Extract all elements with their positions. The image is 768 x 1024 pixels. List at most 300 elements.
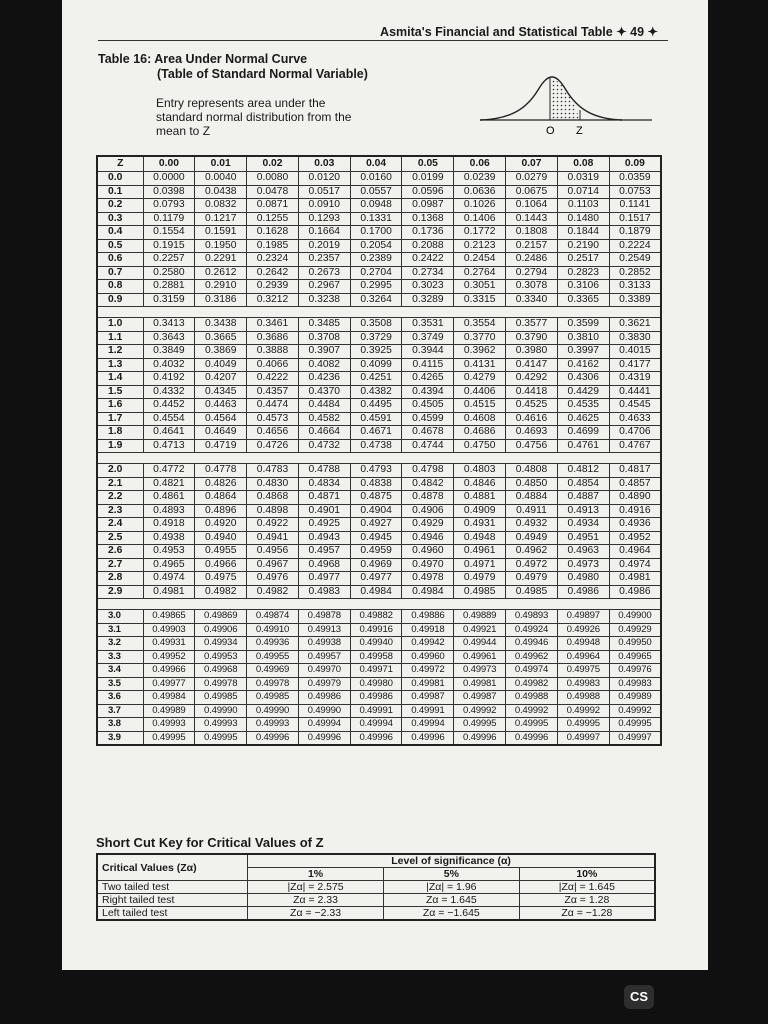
area-value: 0.2910 [195, 280, 247, 294]
area-value: 0.49993 [247, 718, 299, 732]
area-value: 0.2190 [557, 239, 609, 253]
area-value: 0.49958 [350, 650, 402, 664]
area-value: 0.4633 [609, 412, 661, 426]
area-value: 0.49989 [143, 704, 195, 718]
area-value: 0.4979 [506, 572, 558, 586]
test-label: Right tailed test [97, 894, 248, 907]
area-value: 0.4515 [454, 399, 506, 413]
area-value: 0.2704 [350, 266, 402, 280]
table-row [97, 491, 661, 505]
area-value: 0.4131 [454, 358, 506, 372]
area-value: 0.0948 [350, 199, 402, 213]
area-value: 0.3849 [143, 345, 195, 359]
area-value: 0.4812 [557, 464, 609, 478]
area-value: 0.4982 [247, 585, 299, 599]
area-value: 0.4357 [247, 385, 299, 399]
shortcut-row [97, 894, 655, 907]
area-value: 0.49996 [298, 731, 350, 745]
area-value: 0.49968 [195, 664, 247, 678]
area-value: 0.3830 [609, 331, 661, 345]
area-value: 0.4821 [143, 477, 195, 491]
area-value: 0.49944 [454, 637, 506, 651]
area-value: 0.49985 [195, 691, 247, 705]
block-spacer [97, 307, 661, 318]
area-value: 0.4976 [247, 572, 299, 586]
area-value: 0.49938 [298, 637, 350, 651]
area-value: 0.49996 [247, 731, 299, 745]
area-value: 0.3365 [557, 293, 609, 307]
area-value: 0.4834 [298, 477, 350, 491]
area-value: 0.3962 [454, 345, 506, 359]
area-value: 0.1915 [143, 239, 195, 253]
area-value: 0.4406 [454, 385, 506, 399]
area-value: 0.0319 [557, 172, 609, 186]
area-value: 0.49931 [143, 637, 195, 651]
area-value: 0.49921 [454, 623, 506, 637]
area-value: 0.1808 [506, 226, 558, 240]
z-column-header: Z [97, 156, 143, 172]
z-value: 0.3 [97, 212, 143, 226]
area-value: 0.4678 [402, 426, 454, 440]
area-value: 0.0239 [454, 172, 506, 186]
area-value: 0.4441 [609, 385, 661, 399]
area-value: 0.49996 [402, 731, 454, 745]
shortcut-header-row [97, 854, 655, 868]
area-value: 0.4970 [402, 558, 454, 572]
critical-value: Zα = −1.28 [519, 907, 655, 921]
area-value: 0.2422 [402, 253, 454, 267]
area-value: 0.4983 [298, 585, 350, 599]
area-value: 0.4893 [143, 504, 195, 518]
area-value: 0.49995 [506, 718, 558, 732]
area-value: 0.4955 [195, 545, 247, 559]
area-value: 0.4693 [506, 426, 558, 440]
area-value: 0.49946 [506, 637, 558, 651]
area-value: 0.1664 [298, 226, 350, 240]
area-value: 0.4971 [454, 558, 506, 572]
area-value: 0.4826 [195, 477, 247, 491]
area-value: 0.4382 [350, 385, 402, 399]
area-value: 0.4934 [557, 518, 609, 532]
area-value: 0.4965 [143, 558, 195, 572]
area-value: 0.1293 [298, 212, 350, 226]
area-value: 0.49865 [143, 610, 195, 624]
area-value: 0.3485 [298, 318, 350, 332]
area-value: 0.3907 [298, 345, 350, 359]
area-value: 0.49987 [454, 691, 506, 705]
area-value: 0.49994 [350, 718, 402, 732]
table-row [97, 477, 661, 491]
critical-value: |Zα| = 2.575 [248, 881, 384, 894]
area-value: 0.0753 [609, 185, 661, 199]
area-value: 0.3686 [247, 331, 299, 345]
area-value: 0.49926 [557, 623, 609, 637]
area-value: 0.49972 [402, 664, 454, 678]
table-row [97, 664, 661, 678]
area-value: 0.49960 [402, 650, 454, 664]
critical-value: Zα = 1.28 [519, 894, 655, 907]
area-value: 0.3869 [195, 345, 247, 359]
z-value: 0.1 [97, 185, 143, 199]
area-value: 0.0080 [247, 172, 299, 186]
z-value: 0.4 [97, 226, 143, 240]
table-row [97, 185, 661, 199]
area-value: 0.2612 [195, 266, 247, 280]
area-value: 0.4192 [143, 372, 195, 386]
area-value: 0.49985 [247, 691, 299, 705]
area-value: 0.49994 [402, 718, 454, 732]
area-value: 0.4938 [143, 531, 195, 545]
camscanner-badge[interactable]: CS [624, 985, 654, 1009]
table-row [97, 718, 661, 732]
area-value: 0.4985 [454, 585, 506, 599]
table-row [97, 439, 661, 453]
area-value: 0.0040 [195, 172, 247, 186]
area-value: 0.4974 [143, 572, 195, 586]
area-value: 0.0517 [298, 185, 350, 199]
area-value: 0.3413 [143, 318, 195, 332]
z-value: 0.7 [97, 266, 143, 280]
area-value: 0.2357 [298, 253, 350, 267]
area-value: 0.4969 [350, 558, 402, 572]
area-value: 0.4861 [143, 491, 195, 505]
area-value: 0.2486 [506, 253, 558, 267]
area-value: 0.2257 [143, 253, 195, 267]
area-value: 0.4649 [195, 426, 247, 440]
area-value: 0.1179 [143, 212, 195, 226]
critical-value: |Zα| = 1.96 [383, 881, 519, 894]
z-value: 3.0 [97, 610, 143, 624]
area-value: 0.2157 [506, 239, 558, 253]
area-value: 0.0793 [143, 199, 195, 213]
shortcut-table-container [96, 853, 656, 921]
area-value: 0.0557 [350, 185, 402, 199]
z-label: Z [576, 125, 583, 137]
area-value: 0.3106 [557, 280, 609, 294]
z-value: 0.2 [97, 199, 143, 213]
area-value: 0.4641 [143, 426, 195, 440]
area-value: 0.0714 [557, 185, 609, 199]
area-value: 0.4207 [195, 372, 247, 386]
area-value: 0.4394 [402, 385, 454, 399]
area-value: 0.4564 [195, 412, 247, 426]
area-value: 0.49886 [402, 610, 454, 624]
area-value: 0.3531 [402, 318, 454, 332]
area-value: 0.49993 [143, 718, 195, 732]
area-value: 0.2881 [143, 280, 195, 294]
area-value: 0.4953 [143, 545, 195, 559]
z-value: 1.5 [97, 385, 143, 399]
area-value: 0.2517 [557, 253, 609, 267]
area-value: 0.4945 [350, 531, 402, 545]
area-value: 0.3599 [557, 318, 609, 332]
area-value: 0.0987 [402, 199, 454, 213]
area-value: 0.1141 [609, 199, 661, 213]
area-value: 0.49978 [247, 677, 299, 691]
table-row [97, 172, 661, 186]
area-value: 0.49936 [247, 637, 299, 651]
column-header: 0.07 [506, 156, 558, 172]
area-value: 0.4875 [350, 491, 402, 505]
area-value: 0.49965 [609, 650, 661, 664]
area-value: 0.1064 [506, 199, 558, 213]
area-value: 0.4803 [454, 464, 506, 478]
area-value: 0.3997 [557, 345, 609, 359]
area-value: 0.4929 [402, 518, 454, 532]
shortcut-table [96, 853, 656, 921]
area-value: 0.1700 [350, 226, 402, 240]
area-value: 0.4798 [402, 464, 454, 478]
area-value: 0.49962 [506, 650, 558, 664]
area-value: 0.49971 [350, 664, 402, 678]
running-head: Asmita's Financial and Statistical Table ✦ 49 ✦ [380, 25, 658, 39]
area-value: 0.4793 [350, 464, 402, 478]
area-value: 0.3749 [402, 331, 454, 345]
area-value: 0.4948 [454, 531, 506, 545]
area-value: 0.4656 [247, 426, 299, 440]
area-value: 0.4608 [454, 412, 506, 426]
area-value: 0.1255 [247, 212, 299, 226]
table-row [97, 239, 661, 253]
area-value: 0.1406 [454, 212, 506, 226]
area-value: 0.49995 [557, 718, 609, 732]
table-row [97, 358, 661, 372]
area-value: 0.3264 [350, 293, 402, 307]
area-value: 0.4783 [247, 464, 299, 478]
area-value: 0.4664 [298, 426, 350, 440]
area-value: 0.0199 [402, 172, 454, 186]
area-value: 0.4957 [298, 545, 350, 559]
area-value: 0.4868 [247, 491, 299, 505]
area-value: 0.49987 [402, 691, 454, 705]
z-value: 2.9 [97, 585, 143, 599]
header-rule [98, 40, 668, 41]
area-value: 0.4147 [506, 358, 558, 372]
area-value: 0.4974 [609, 558, 661, 572]
area-value: 0.49989 [609, 691, 661, 705]
area-value: 0.4846 [454, 477, 506, 491]
area-value: 0.49983 [609, 677, 661, 691]
area-value: 0.49991 [350, 704, 402, 718]
z-value: 2.1 [97, 477, 143, 491]
table-row [97, 331, 661, 345]
area-value: 0.3159 [143, 293, 195, 307]
critical-value: Zα = 1.645 [383, 894, 519, 907]
area-value: 0.2734 [402, 266, 454, 280]
area-value: 0.4920 [195, 518, 247, 532]
area-value: 0.49994 [298, 718, 350, 732]
area-value: 0.4946 [402, 531, 454, 545]
shaded-area [550, 80, 580, 120]
table-row [97, 253, 661, 267]
area-value: 0.4591 [350, 412, 402, 426]
area-value: 0.3051 [454, 280, 506, 294]
area-value: 0.4973 [557, 558, 609, 572]
area-value: 0.4975 [195, 572, 247, 586]
area-value: 0.3340 [506, 293, 558, 307]
area-value: 0.4370 [298, 385, 350, 399]
area-value: 0.4573 [247, 412, 299, 426]
z-value: 3.9 [97, 731, 143, 745]
test-label: Left tailed test [97, 907, 248, 921]
area-value: 0.4963 [557, 545, 609, 559]
area-value: 0.4981 [143, 585, 195, 599]
z-value: 3.7 [97, 704, 143, 718]
critical-values-header: Critical Values (Zα) [97, 854, 248, 881]
area-value: 0.0636 [454, 185, 506, 199]
shortcut-heading: Short Cut Key for Critical Values of Z [96, 835, 324, 850]
area-value: 0.0675 [506, 185, 558, 199]
area-value: 0.0359 [609, 172, 661, 186]
area-value: 0.4032 [143, 358, 195, 372]
table-row [97, 691, 661, 705]
area-value: 0.1026 [454, 199, 506, 213]
area-value: 0.4985 [506, 585, 558, 599]
area-value: 0.4817 [609, 464, 661, 478]
z-value: 2.6 [97, 545, 143, 559]
block-spacer [97, 599, 661, 610]
z-value: 1.1 [97, 331, 143, 345]
area-value: 0.49977 [143, 677, 195, 691]
table-row [97, 623, 661, 637]
area-value: 0.49952 [143, 650, 195, 664]
area-value: 0.4931 [454, 518, 506, 532]
table-row [97, 212, 661, 226]
area-value: 0.2852 [609, 266, 661, 280]
z-value: 0.6 [97, 253, 143, 267]
area-value: 0.3708 [298, 331, 350, 345]
area-value: 0.2794 [506, 266, 558, 280]
table-row [97, 226, 661, 240]
area-value: 0.4956 [247, 545, 299, 559]
area-value: 0.3944 [402, 345, 454, 359]
area-value: 0.4162 [557, 358, 609, 372]
area-value: 0.4864 [195, 491, 247, 505]
level-10: 10% [519, 868, 655, 881]
column-header: 0.06 [454, 156, 506, 172]
area-value: 0.4978 [402, 572, 454, 586]
area-value: 0.4726 [247, 439, 299, 453]
z-value: 3.2 [97, 637, 143, 651]
area-value: 0.49991 [402, 704, 454, 718]
z-value: 1.3 [97, 358, 143, 372]
area-value: 0.2580 [143, 266, 195, 280]
area-value: 0.4904 [350, 504, 402, 518]
area-value: 0.4713 [143, 439, 195, 453]
area-value: 0.49995 [143, 731, 195, 745]
area-value: 0.4099 [350, 358, 402, 372]
column-header: 0.08 [557, 156, 609, 172]
area-value: 0.49929 [609, 623, 661, 637]
z-table-header-row [97, 156, 661, 172]
area-value: 0.0279 [506, 172, 558, 186]
area-value: 0.4761 [557, 439, 609, 453]
area-value: 0.4599 [402, 412, 454, 426]
area-value: 0.49979 [298, 677, 350, 691]
table-subtitle: (Table of Standard Normal Variable) [157, 67, 368, 81]
area-value: 0.4898 [247, 504, 299, 518]
area-value: 0.2764 [454, 266, 506, 280]
table-row [97, 585, 661, 599]
area-value: 0.3315 [454, 293, 506, 307]
area-value: 0.4699 [557, 426, 609, 440]
area-value: 0.4545 [609, 399, 661, 413]
area-value: 0.0596 [402, 185, 454, 199]
area-value: 0.4967 [247, 558, 299, 572]
area-value: 0.49978 [195, 677, 247, 691]
table-row [97, 280, 661, 294]
z-value: 0.9 [97, 293, 143, 307]
area-value: 0.49869 [195, 610, 247, 624]
area-value: 0.49996 [506, 731, 558, 745]
area-value: 0.4767 [609, 439, 661, 453]
area-value: 0.4292 [506, 372, 558, 386]
z-value: 1.0 [97, 318, 143, 332]
z-value: 3.1 [97, 623, 143, 637]
area-value: 0.4345 [195, 385, 247, 399]
area-value: 0.49990 [195, 704, 247, 718]
table-row [97, 558, 661, 572]
area-value: 0.3238 [298, 293, 350, 307]
area-value: 0.4890 [609, 491, 661, 505]
area-value: 0.49934 [195, 637, 247, 651]
area-value: 0.1628 [247, 226, 299, 240]
area-value: 0.49897 [557, 610, 609, 624]
area-value: 0.49957 [298, 650, 350, 664]
area-value: 0.1517 [609, 212, 661, 226]
area-value: 0.4960 [402, 545, 454, 559]
column-header: 0.02 [247, 156, 299, 172]
critical-value: Zα = −1.645 [383, 907, 519, 921]
area-value: 0.4980 [557, 572, 609, 586]
area-value: 0.49955 [247, 650, 299, 664]
area-value: 0.4772 [143, 464, 195, 478]
area-value: 0.4616 [506, 412, 558, 426]
table-row [97, 199, 661, 213]
area-value: 0.3289 [402, 293, 454, 307]
area-value: 0.4918 [143, 518, 195, 532]
area-value: 0.49986 [350, 691, 402, 705]
area-value: 0.4977 [298, 572, 350, 586]
area-value: 0.49981 [402, 677, 454, 691]
area-value: 0.49961 [454, 650, 506, 664]
area-value: 0.4984 [350, 585, 402, 599]
area-value: 0.4951 [557, 531, 609, 545]
z-value: 0.5 [97, 239, 143, 253]
area-value: 0.4977 [350, 572, 402, 586]
area-value: 0.2939 [247, 280, 299, 294]
area-value: 0.49992 [609, 704, 661, 718]
area-value: 0.49992 [506, 704, 558, 718]
area-value: 0.4979 [454, 572, 506, 586]
area-value: 0.4952 [609, 531, 661, 545]
column-header: 0.01 [195, 156, 247, 172]
area-value: 0.49950 [609, 637, 661, 651]
area-value: 0.3133 [609, 280, 661, 294]
area-value: 0.3810 [557, 331, 609, 345]
area-value: 0.4778 [195, 464, 247, 478]
area-value: 0.49983 [557, 677, 609, 691]
area-value: 0.4474 [247, 399, 299, 413]
area-value: 0.1480 [557, 212, 609, 226]
area-value: 0.49903 [143, 623, 195, 637]
area-value: 0.49993 [195, 718, 247, 732]
z-value: 3.3 [97, 650, 143, 664]
area-value: 0.1103 [557, 199, 609, 213]
area-value: 0.2454 [454, 253, 506, 267]
z-value: 0.8 [97, 280, 143, 294]
area-value: 0.49916 [350, 623, 402, 637]
